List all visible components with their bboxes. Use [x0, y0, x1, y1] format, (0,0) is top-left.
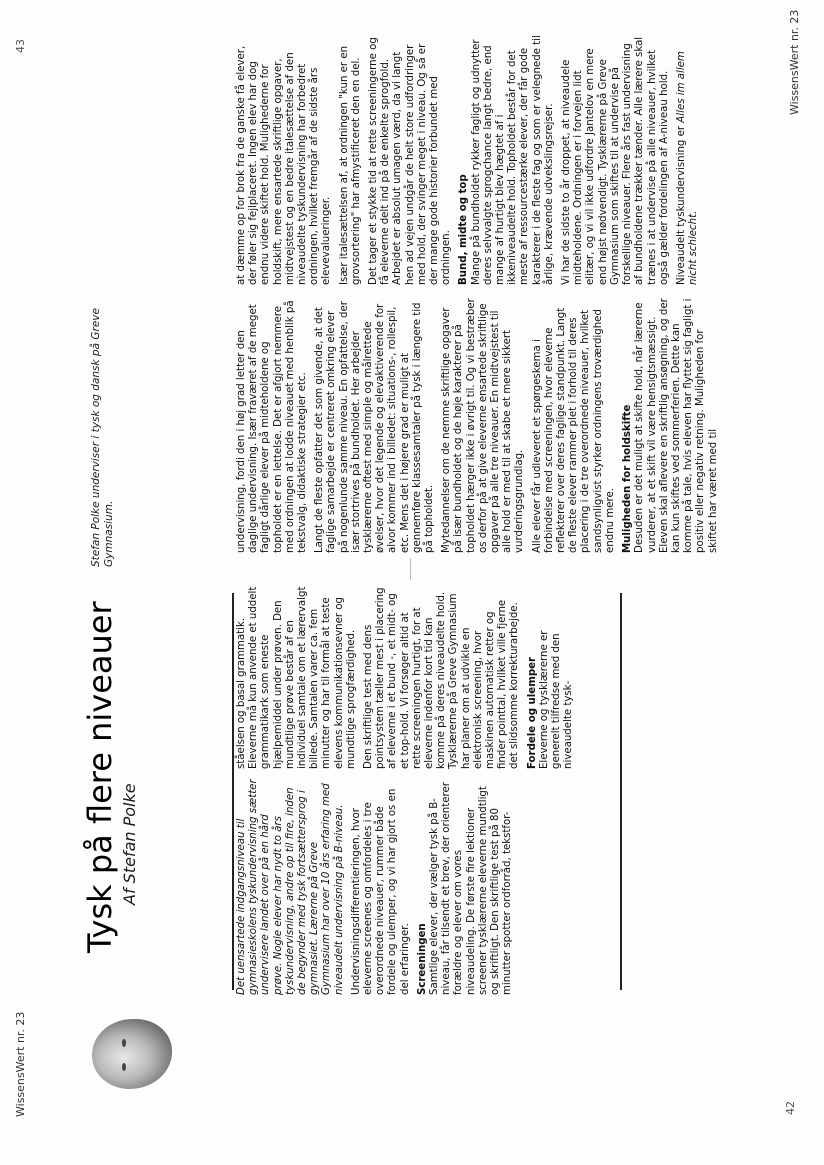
- body-paragraph: Langt de fleste opfatter det som givende, at det faglige samarbejde er centreret omkring elever på nogenlunde samme niveau. En opfattelse, der især stortrives på bundholdet. Her arbejder tysklærerne oftest med simple og målrettede øvelser, hvor det legende og elevaktiverende for alvor kommer ind i billedet: situations-, rollespil, etc. Mens det i højere grad er muligt at gennemføre klassesamtaler på tysk i længere tid på topholdet.: [314, 301, 436, 553]
- body-paragraph: Alle elever får udleveret et spørgeskema i forbindelse med screeningen, hvor eleverne reflekterer over deres faglige standpunkt. Langt de fleste elever rammer plet i forhold til deres placering i de tre overordnede niveauer, hvilket sandsynligvist styrker ordningens troværdighed endnu mere.: [531, 307, 616, 553]
- left-page-number: 42: [784, 1101, 797, 1115]
- body-paragraph: Mange på bundholdet rykker fagligt og udnytter deres selvvalgte sprogchance langt bedre, end mange af hurtigt blev hægtet af i ikkeniveaudelte hold. Topholdet består for det meste af ressourcestærke elever, der får gode karakterer i de fleste fag og som er velegnede til årlige, krævende udvekslingsrejser.: [470, 35, 555, 285]
- right-column-1: [236, 295, 725, 553]
- closing-quote: Alles im allem nicht schlecht.: [675, 51, 700, 285]
- intro-top-rule: [232, 593, 234, 990]
- section-heading: Muligheden for holdskifte: [622, 404, 634, 553]
- author-photo-eye: [122, 1039, 126, 1047]
- body-paragraph: Især italesættelsen af, at ordningen "kun er en grovsortering" har afmystificeret den en del.: [338, 45, 362, 285]
- article-title-block: [82, 601, 139, 953]
- right-column-2: [236, 35, 705, 285]
- body-paragraph: Det tager et stykke tid at rette screeningerne og få eleverne delt ind på de enkelte sprogfold. Arbejdet er absolut umagen værd, da vi langt hen ad vejen undgår de helt store udfordringer med hold, der svinger meget i niveau. Og så er der mange gode historier forbundet med ordningen.: [368, 37, 453, 285]
- body-paragraph: Mytedannelser om de nemme skriftlige opgaver på især bundholdet og de høje karakterer på topholdet hærger ikke i øvrigt til. Og vi bestræber os derfor på at give eleverne ensartede skriftlige opgaver på alle tre niveauer. En midtvejstest til alle hold er med til at skabe et mere sikkert vurderingsgrundlag.: [441, 298, 526, 553]
- body-paragraph: Desuden er det muligt at skifte hold, når lærerne vurderer, at et skift vil være hensigtsmæssigt. Eleven skal aflevere en skriftlig ansøgning, og der kan kun skiftes ved sommerferien. Dette kan komme på tale, hvis eleven har flyttet sig fagligt i positiv eller negativ retning. Muligheden for skiftet har været med til: [634, 298, 719, 553]
- author-photo: [92, 1019, 172, 1089]
- author-bio: Stefan Polke underviser i tysk og dansk på Greve Gymnasium.: [90, 308, 115, 567]
- intro-paragraph: Det uensartede indgangsniveau til gymnasieskolens tyskundervisning sætter undervisere landet over på en hård prøve. Nogle elever har nydt to års tyskundervisning, andre op til fire, inden de begynder med tysk fortsættersprog i gymnasiet. Lærerne på Greve Gymnasium har over 10 års erfaring med niveaudelt undervisning på B-niveau.: [236, 779, 345, 995]
- body-paragraph: ståelsen og basal grammatik. Eleverne må kun anvende et uddelt grammatikark som eneste hjælpemiddel under prøven. Den mundtlige prøve består af en individuel samtale om et lærervalgt billede. Samtalen varer ca. fem minutter og har til formål at teste elevens kommunikationsevner og mundtlige sprogfærdighed.: [236, 586, 357, 769]
- body-paragraph: Samtlige elever, der vælger tysk på B-niveau, får tilsendt et brev, der orienterer forældre og elever om vores niveaudeling. De første fire lektioner screener tysklærerne eleverne mundtligt og skriftligt. Den skriftlige test på 80 minutter spotter ordforråd, tekstfor-: [429, 782, 514, 995]
- body-paragraph: Undervisningsdifferentieringen, hvor eleverne screenes og omfordeles i tre overordnede niveauer, rummer både fordele og ulemper, og vi har gjort os en del erfaringer.: [350, 788, 411, 995]
- right-page-header: WissensWert nr. 23: [788, 9, 801, 115]
- left-page-header: WissensWert nr. 23: [14, 1011, 27, 1117]
- body-paragraph: undervisning, fordi den i høj grad letter den daglige undervisning. Især fraværet af de meget fagligt dårlige elever på midteholdene og topholdet er en lettelse. Det er afgjort nemmere med ordningen at lodde niveauet med henblik på tekstvalg, didaktiske strategier etc.: [236, 300, 309, 553]
- closing-text: Niveaudelt tyskundervisning er: [675, 122, 687, 285]
- author-photo-eye: [122, 1063, 126, 1071]
- left-column-1: [236, 779, 519, 995]
- body-paragraph: Eleverne og tysklærerne er generelt tilfredse med den niveaudelte tysk-: [538, 630, 575, 769]
- body-paragraph: Vi har de sidste to år droppet, at niveaudele midteholdene. Ordningen er i forvejen lidt elitær, og vi vil ikke udfordre Jantelov en mere end højst nødvendigt. Tysklærerne på Greve Gymnasium som skiftes til at undervise på forskellige niveauer. Flere års fast undervisning af bundholdene trækker tænder. Alle lærere skal trænes i at undervise på alle niveauer, hvilket også gælder fordelingen af A-niveau hold.: [561, 36, 670, 285]
- right-page-number: 43: [14, 39, 27, 53]
- section-heading: Screeningen: [416, 923, 428, 995]
- body-paragraph: at dæmme op for brok fra de ganske få elever, der føler sig fejlplaceret. Ingen elev har dog endnu videre skiftet hold. Mulighederne for holdskift, mere ensartede skriftlige opgaver, midtvejstest og en bedre italesættelse af den niveaudelte tyskundervisning har forbedret ordningen, hvilket fremgår af de sidste års elevevalueringer.: [236, 45, 333, 285]
- body-paragraph: Den skriftlige test med dens pointsystem tæller mest i placering af eleverne i et bund -, et midt- og et top-hold. Vi forsøger altid at rette screeningen hurtigt, for at eleverne indenfor kort tid kan komme på deres niveaudelte hold. Tysklærerne på Greve Gymnasium har planer om at udvikle en elektronisk screening, hvor maskinen automatisk retter og finder pointtal, hvilket ville fjerne det slidsomme korrekturarbejde.: [363, 587, 521, 769]
- closing-paragraph: [676, 35, 700, 285]
- section-heading: Bund, midte og top: [458, 174, 470, 285]
- left-column-2: [236, 585, 580, 769]
- section-heading: Fordele og ulemper: [526, 656, 538, 769]
- bio-rule: [620, 593, 622, 990]
- article-title: Tysk på flere niveauer: [81, 601, 119, 953]
- fold-mark: [410, 558, 411, 580]
- article-byline: Af Stefan Polke: [120, 783, 139, 905]
